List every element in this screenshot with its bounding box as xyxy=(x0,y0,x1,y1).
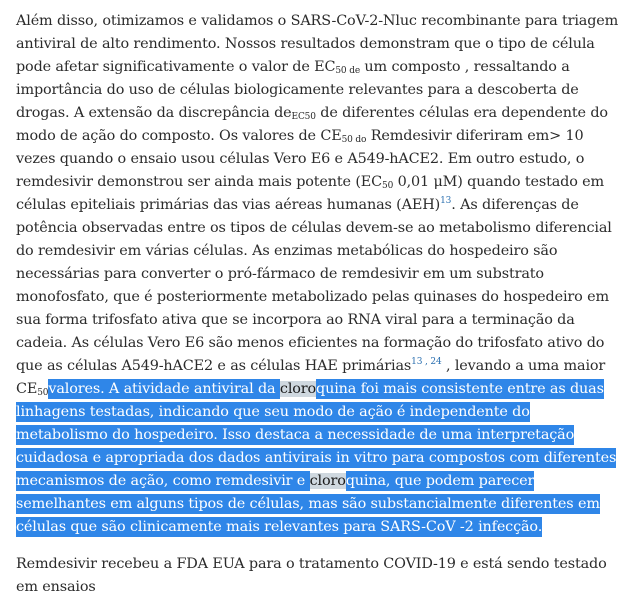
subscript: EC50 xyxy=(291,112,316,122)
paragraph-text: Remdesivir diferiram em> 10 vezes quando o ensaio usou células Vero E6 e A549-hACE2. Em outro estudo, o remdesivir demonstrou ser ainda mais potente (EC xyxy=(16,128,585,190)
subscript: 50 xyxy=(37,388,49,398)
paragraph-text: de diferentes células era dependente do modo de ação do composto. Os valores de CE xyxy=(16,105,608,144)
search-match-highlight: cloro xyxy=(309,473,346,489)
selected-text[interactable]: quina, que podem parecer semelhantes em alguns tipos de células, mas são substancialmente diferentes em células que são clinicamente mais relevantes para SARS-CoV -2 infecção. xyxy=(16,473,600,535)
search-match-highlight: cloro xyxy=(279,381,317,397)
body-paragraph xyxy=(16,10,623,539)
reference-link[interactable]: 13 , 24 xyxy=(411,357,442,367)
paragraph-text: Além disso, otimizamos e validamos o SARS-CoV-2-Nluc recombinante para triagem antiviral de alto rendimento. Nossos resultados demonstram que o tipo de célula pode afetar significativamente o valor de EC xyxy=(16,13,619,75)
subscript: 50 do xyxy=(341,135,367,145)
paragraph-text: 0,01 μM) quando testado em células epiteliais primárias das vias aéreas humanas (AEH) xyxy=(16,174,605,213)
paragraph-text: um composto , ressaltando a importância do uso de células biologicamente relevantes para a descoberta de drogas. A extensão da discrepância de xyxy=(16,59,579,121)
reference-link[interactable]: 13 xyxy=(440,196,452,206)
paragraph-text: . As diferenças de potência observadas entre os tipos de células devem-se ao metabolismo diferencial do remdesivir em várias células. As enzimas metabólicas do hospedeiro são necessárias para converter o pró-fármaco de remdesivir em um substrato monofosfato, que é posteriormente metabolizado pelas quinases do hospedeiro em sua forma trifosfato ativa que se incorpora ao RNA viral para a terminação da cadeia. As células Vero E6 são menos eficientes na formação do trifosfato ativo do que as células A549-hACE2 e as células HAE primárias xyxy=(16,197,612,374)
selected-text[interactable]: quina foi mais consistente entre as duas linhagens testadas, indicando que seu modo de ação é independente do metabolismo do hospedeiro. Isso destaca a necessidade de uma interpretação cuidadosa e apropriada dos dados antivirais in vitro para compostos com diferentes mecanismos de ação, como remdesivir e xyxy=(16,381,617,489)
body-paragraph-next: Remdesivir recebeu a FDA EUA para o tratamento COVID-19 e está sendo testado em ensaios xyxy=(16,556,607,595)
subscript: 50 de xyxy=(335,66,360,76)
subscript: 50 xyxy=(382,181,394,191)
selected-text[interactable]: valores. A atividade antiviral da xyxy=(48,381,280,397)
paragraph-text: , levando a uma maior CE xyxy=(16,358,606,397)
